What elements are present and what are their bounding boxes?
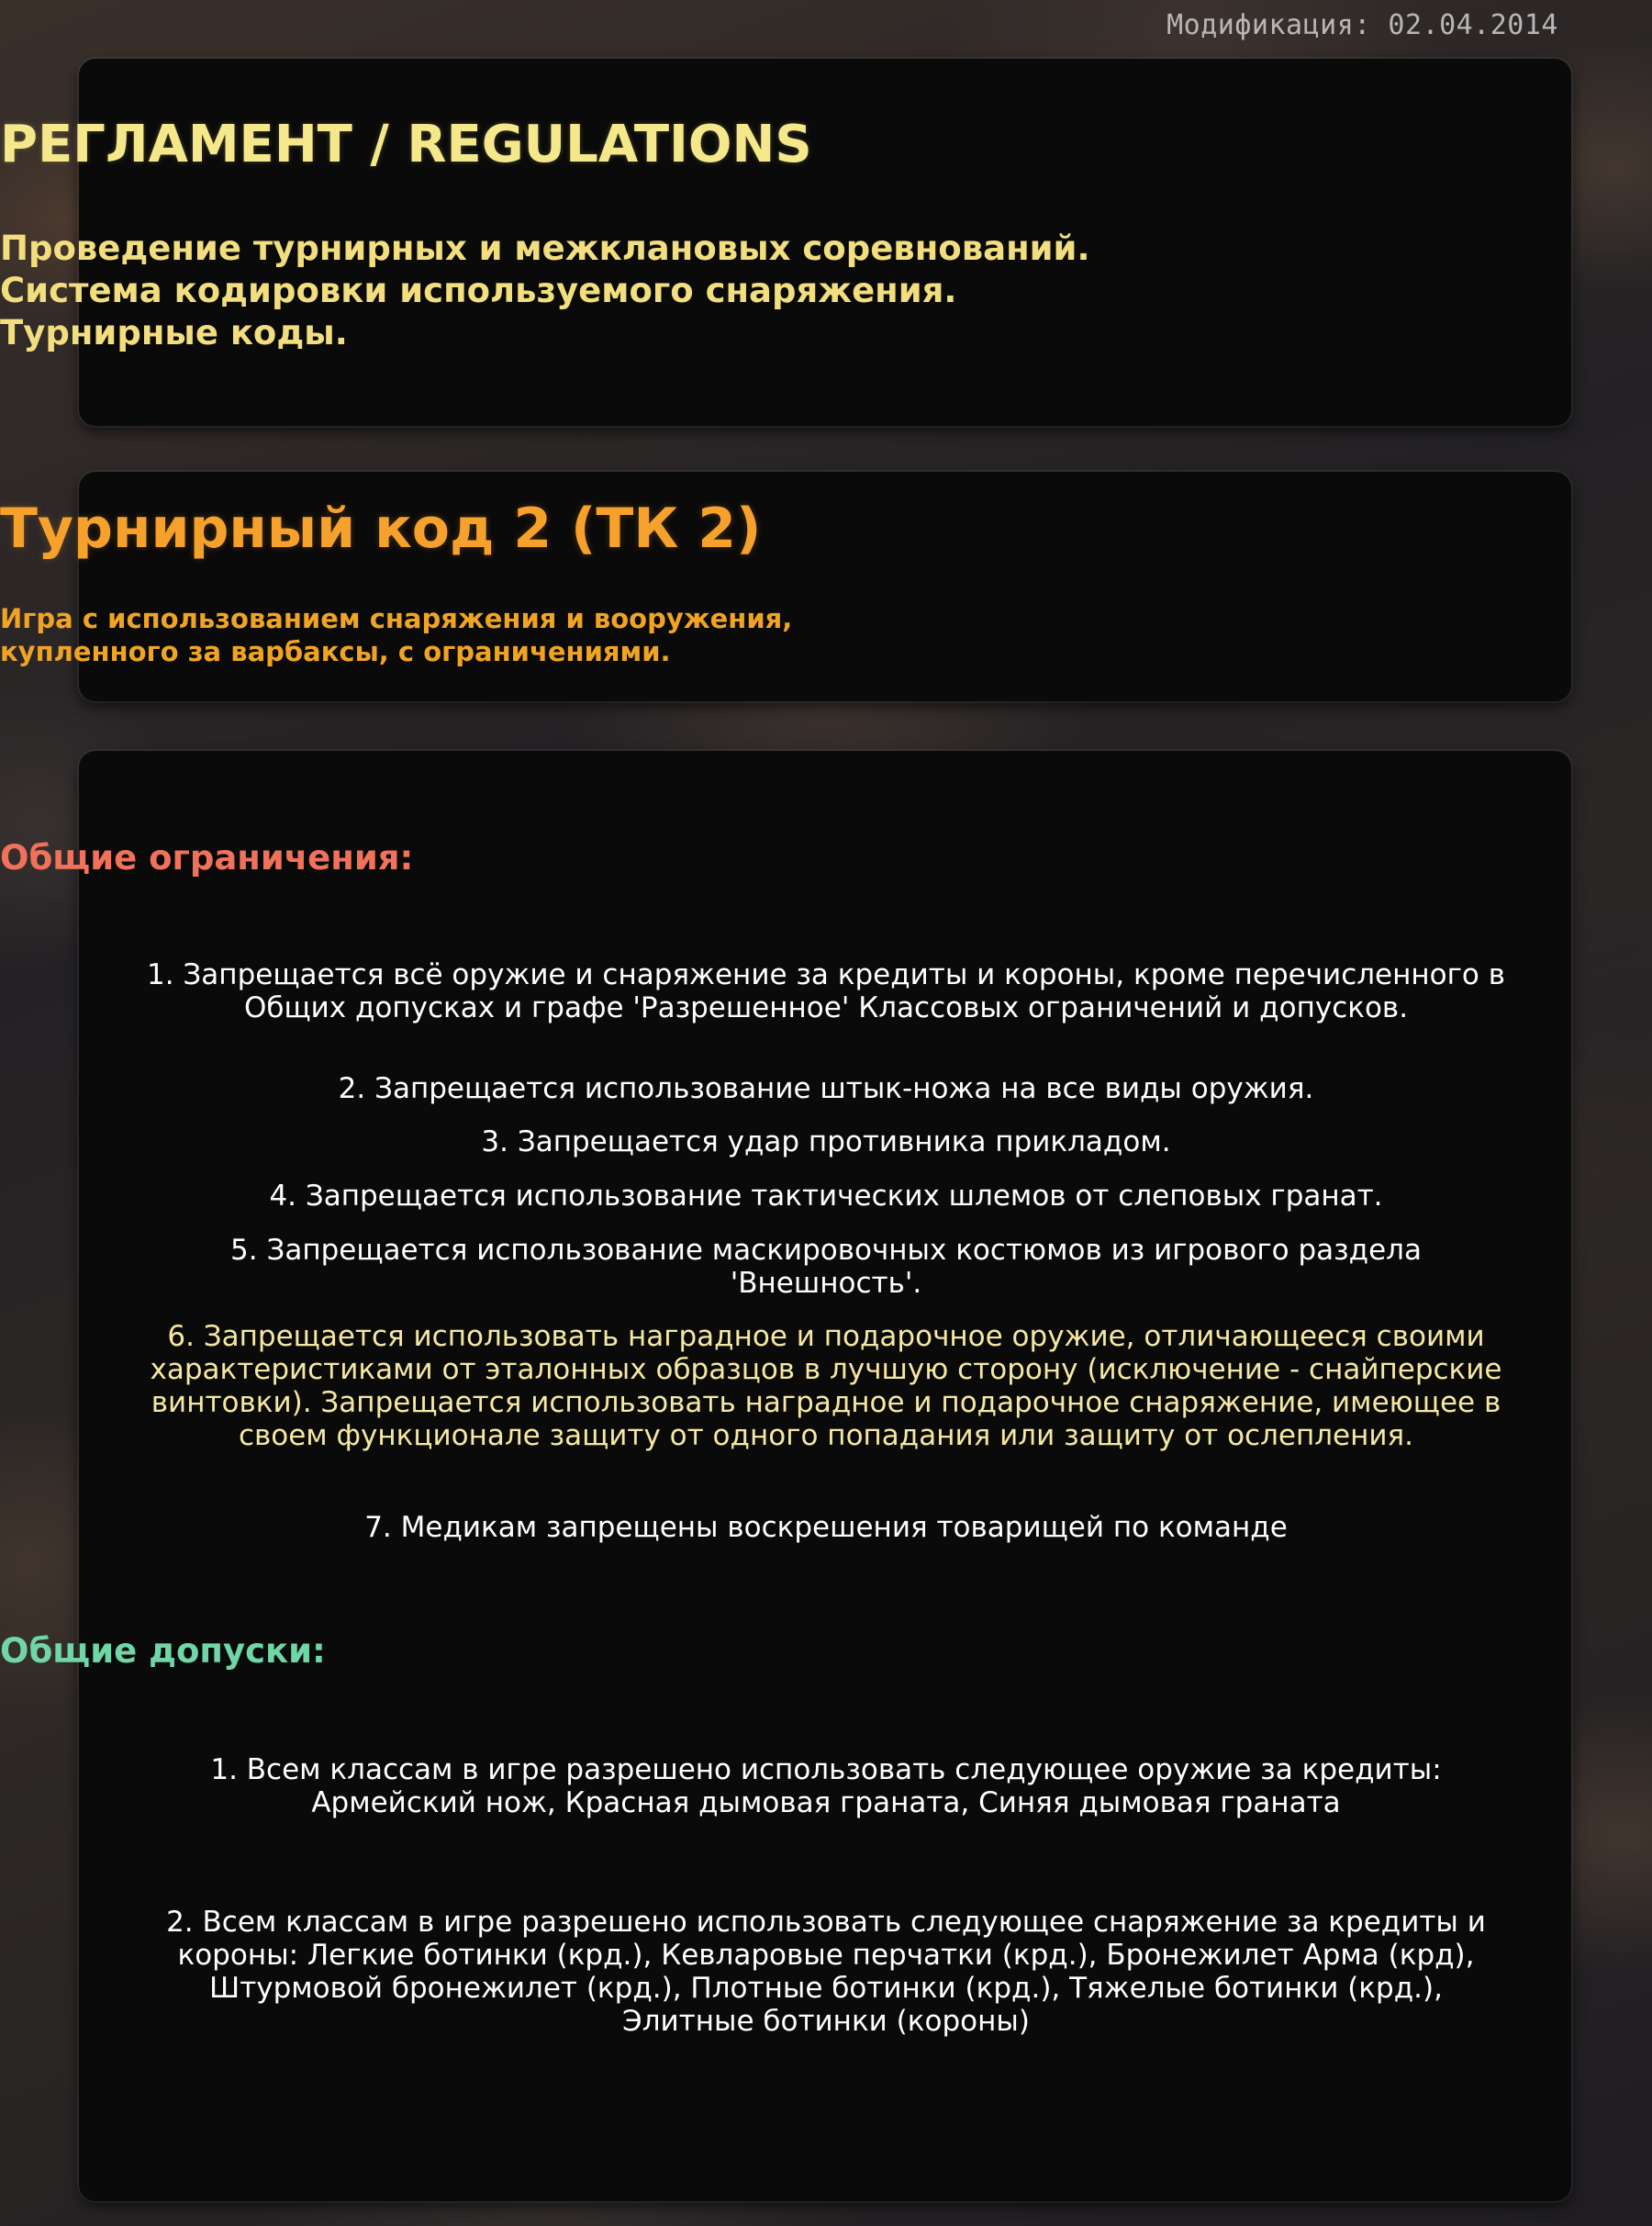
page-subtitle: [0, 228, 1652, 354]
subtitle-line: Система кодировки используемого снаряжения.: [0, 271, 957, 310]
description-line: купленного за варбаксы, с ограничениями.: [0, 636, 671, 667]
restriction-item: 1. Запрещается всё оружие и снаряжение за кредиты и короны, кроме перечисленного в Общих допусках и графе 'Разрешенное' Классовых ограничений и допусков.: [147, 958, 1506, 1024]
restriction-item: 3. Запрещается удар противника прикладом.: [481, 1125, 1171, 1158]
restriction-item-highlighted: 6. Запрещается использовать наградное и подарочное оружие, отличающееся своими характеристиками от эталонных образцов в лучшую сторону (исключение - снайперские винтовки). Запрещается использовать наградное и подарочное снаряжение, имеющее в своем функционале защиту от одного попадания или защиту от ослепления.: [150, 1320, 1502, 1452]
restriction-item: 7. Медикам запрещены воскрешения товарищей по команде: [364, 1511, 1288, 1544]
page-title: РЕГЛАМЕНТ / REGULATIONS: [0, 115, 812, 174]
permission-item: 2. Всем классам в игре разрешено использовать следующее снаряжение за кредиты и короны: Легкие ботинки (крд.), Кевларовые перчатки (крд.), Бронежилет Арма (крд), Штурмовой бронежилет (крд.), Плотные ботинки (крд.), Тяжелые ботинки (крд.), Элитные ботинки (короны): [166, 1906, 1486, 2038]
restriction-item: 5. Запрещается использование маскировочных костюмов из игрового раздела 'Внешность'.: [230, 1234, 1422, 1300]
modification-date: Модификация: 02.04.2014: [1166, 9, 1558, 41]
description-line: Игра с использованием снаряжения и вооружения,: [0, 603, 793, 634]
permissions-heading: Общие допуски:: [0, 1631, 326, 1671]
subtitle-line: Турнирные коды.: [0, 313, 348, 352]
tournament-code-title: Турнирный код 2 (ТК 2): [0, 497, 762, 561]
subtitle-line: Проведение турнирных и межклановых соревнований.: [0, 229, 1090, 268]
permission-item: 1. Всем классам в игре разрешено использовать следующее оружие за кредиты: Армейский нож, Красная дымовая граната, Синяя дымовая граната: [210, 1753, 1442, 1819]
restrictions-heading: Общие ограничения:: [0, 838, 414, 878]
restriction-item: 2. Запрещается использование штык-ножа на все виды оружия.: [338, 1072, 1314, 1105]
tournament-code-description: [0, 602, 1652, 668]
restriction-item: 4. Запрещается использование тактических шлемов от слеповых гранат.: [269, 1180, 1383, 1213]
